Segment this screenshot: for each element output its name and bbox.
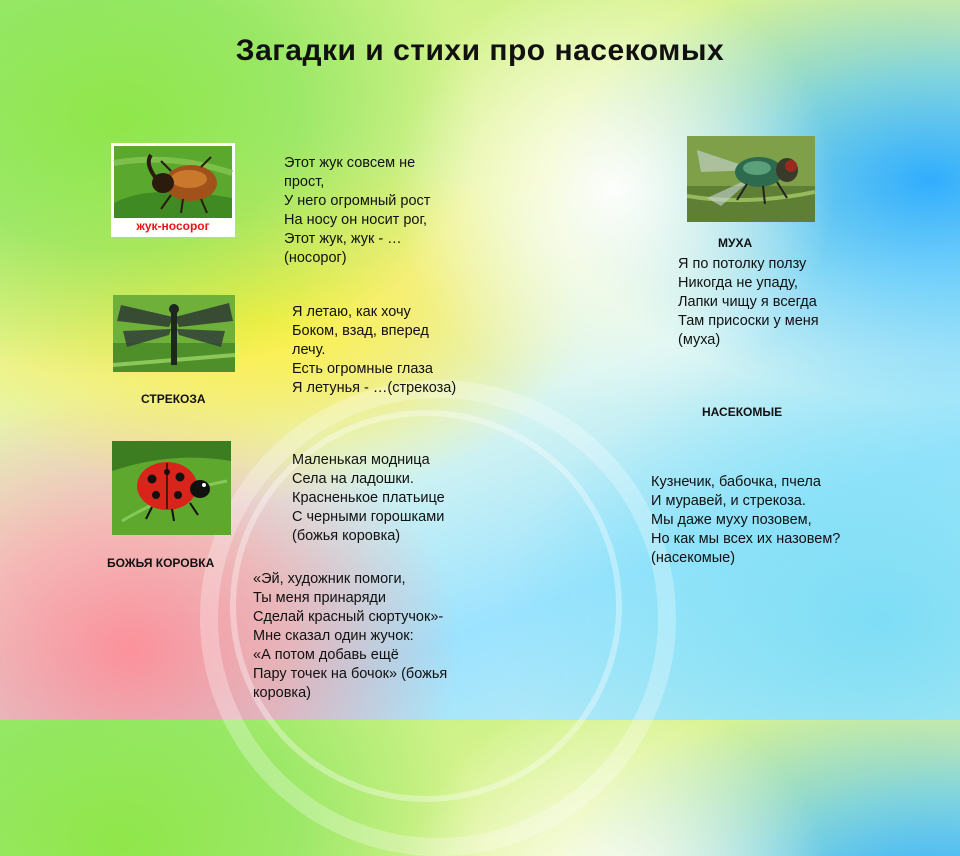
fly-label: МУХА (718, 236, 753, 250)
ladybug-poem: Маленькая модница Села на ладошки. Красненькое платьице С черными горошками (божья коровка) (292, 452, 445, 544)
ladybug-poem-second: «Эй, художник помоги, Ты меня принаряди Сделай красный сюртучок»- Мне сказал один жучок: «А потом добавь ещё Пару точек на бочок» (божья коровка) (253, 571, 448, 701)
ladybug-label: БОЖЬЯ КОРОВКА (107, 556, 215, 570)
fly-poem: Я по потолку ползу Никогда не упаду, Лапки чищу я всегда Там присоски у меня (муха) (678, 256, 819, 348)
dragonfly-label: СТРЕКОЗА (141, 392, 206, 406)
rhinoceros-beetle-poem: Этот жук совсем не прост, У него огромный рост На носу он носит рог, Этот жук, жук - … (носорог) (284, 155, 431, 266)
fly-photo (687, 136, 815, 222)
photo-caption: жук-носорог (136, 219, 210, 233)
insects-label: НАСЕКОМЫЕ (702, 405, 783, 419)
page-title: Загадки и стихи про насекомых (235, 34, 725, 67)
dragonfly-poem: Я летаю, как хочу Боком, взад, вперед лечу. Есть огромные глаза Я летунья - …(стрекоза) (292, 304, 457, 396)
dragonfly-photo (113, 295, 235, 372)
ladybug-photo (112, 441, 231, 535)
rhinoceros-beetle-photo (111, 143, 235, 237)
insects-poem: Кузнечик, бабочка, пчела И муравей, и стрекоза. Мы даже муху позовем, Но как мы всех их назовем? (насекомые) (651, 474, 841, 566)
